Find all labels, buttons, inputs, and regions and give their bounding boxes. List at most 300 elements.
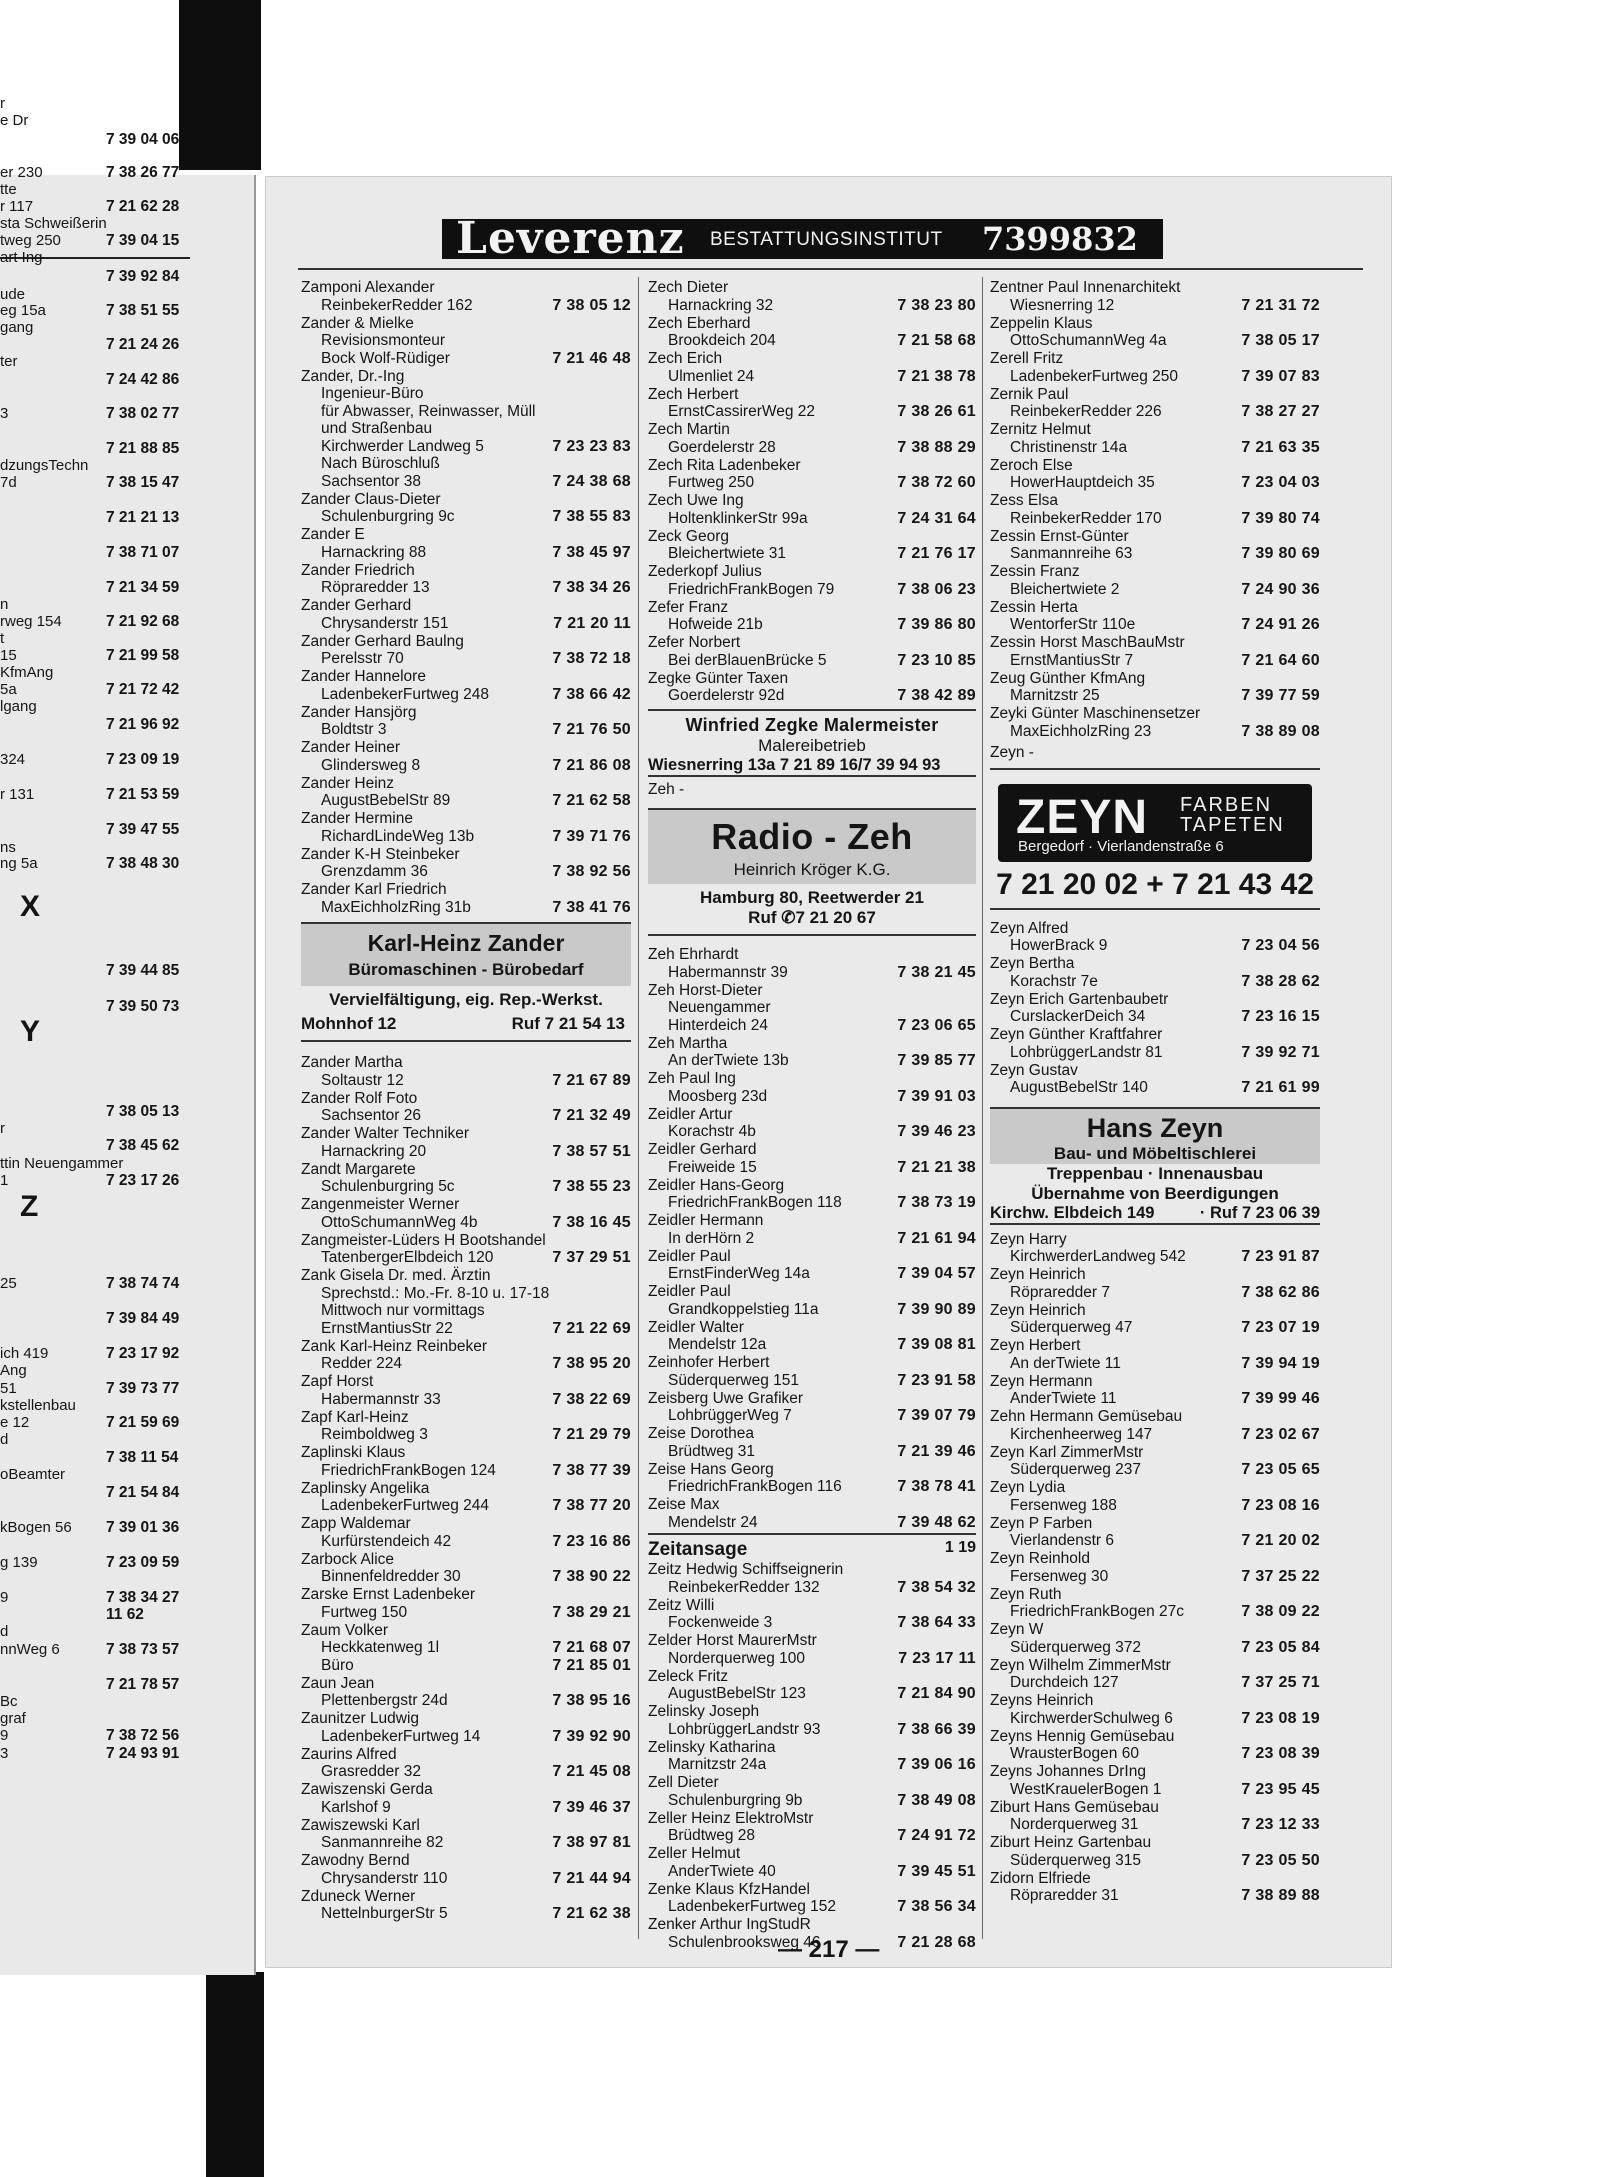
listing-address: AugustBebelStr 140 — [1010, 1079, 1148, 1096]
listing-address: FriedrichFrankBogen 79 — [668, 580, 835, 598]
listing-name: Zelinsky Joseph — [648, 1703, 760, 1720]
column-divider — [982, 277, 983, 1939]
listing-address: ErnstCassirerWeg 22 — [668, 403, 816, 420]
listing-line — [301, 1657, 631, 1675]
listing-name: Zessin Franz — [990, 563, 1080, 580]
listing-entry — [301, 846, 631, 881]
listing-entry — [990, 1728, 1320, 1763]
listing-line — [648, 1756, 976, 1774]
listing-name: Zander Hannelore — [301, 668, 426, 685]
listing-phone: 7 21 61 99 — [1241, 1079, 1320, 1096]
listing-entry — [301, 562, 631, 597]
listing-name: Zapf Horst — [301, 1373, 374, 1390]
fragment-phone: 7 38 15 47 — [106, 474, 180, 491]
column-2 — [648, 279, 976, 1952]
listing-entry — [648, 1632, 976, 1667]
ad-title: Karl-Heinz Zander — [301, 924, 631, 960]
listing-line — [301, 1462, 631, 1480]
listing-phone: 7 38 42 89 — [897, 687, 976, 704]
listing-name: Zaurins Alfred — [301, 1745, 397, 1763]
listing-line — [301, 1763, 631, 1781]
listing-entry — [301, 668, 631, 703]
listing-address: AugustBebelStr 89 — [321, 792, 451, 809]
listing-line — [990, 1008, 1320, 1026]
section-rule — [648, 1533, 976, 1535]
fragment-phone: 7 23 17 26 — [106, 1172, 180, 1189]
listing-name: Zander Gerhard — [301, 597, 412, 614]
listing-phone: 7 39 92 90 — [552, 1727, 631, 1745]
listing-entry — [301, 775, 631, 810]
listing-phone: 7 38 66 39 — [897, 1720, 976, 1738]
listing-phone: 7 21 68 07 — [552, 1639, 631, 1656]
listing-address: Sprechstd.: Mo.-Fr. 8-10 u. 17-18 — [321, 1284, 550, 1302]
listing-name: Zeyn Wilhelm ZimmerMstr — [990, 1656, 1171, 1674]
fragment-text: ich 419 — [0, 1345, 49, 1362]
listing-line — [648, 1721, 976, 1739]
ad-address: Wiesnerring 13a 7 21 89 16/7 39 94 93 — [648, 756, 976, 777]
listing-group — [648, 279, 976, 705]
listing-line — [990, 687, 1320, 705]
listing-phone: 7 21 62 58 — [552, 792, 631, 809]
listing-address: Grandkoppelstieg 11a — [668, 1300, 819, 1318]
listing-name: Zeidler Paul — [648, 1247, 731, 1265]
listing-line — [301, 1568, 631, 1586]
listing-address: Ingenieur-Büro — [321, 385, 424, 402]
listing-entry — [990, 1408, 1320, 1443]
listing-entry — [301, 1373, 631, 1408]
listing-entry — [990, 421, 1320, 456]
listing-address: Redder 224 — [321, 1355, 403, 1372]
listing-name: Zessin Ernst-Günter — [990, 527, 1129, 545]
listing-address: Fersenweg 188 — [1010, 1496, 1117, 1514]
listing-phone: 7 23 12 33 — [1241, 1816, 1320, 1833]
listing-line — [990, 403, 1320, 421]
listing-entry — [648, 1496, 976, 1531]
listing-name: Ziburt Hans Gemüsebau — [990, 1798, 1159, 1816]
listing-address: RichardLindeWeg 13b — [321, 827, 475, 845]
listing-entry — [990, 1657, 1320, 1692]
listing-phone: 7 21 62 38 — [552, 1905, 631, 1922]
listing-entry — [990, 1621, 1320, 1656]
listing-address: ErnstMantiusStr 22 — [321, 1319, 453, 1337]
fragment-phone: 7 21 59 69 — [106, 1414, 180, 1431]
listing-name: Zeyn Erich Gartenbaubetr — [990, 990, 1169, 1008]
listing-phone: 7 38 26 61 — [897, 403, 976, 420]
listing-address: ReinbekerRedder 170 — [1010, 509, 1162, 527]
listing-address: Harnackring 32 — [668, 296, 774, 314]
listing-entry — [648, 1177, 976, 1212]
listing-line — [301, 615, 631, 633]
listing-line — [990, 581, 1320, 599]
listing-group — [990, 279, 1320, 740]
listing-entry — [301, 1444, 631, 1479]
listing-name: Zeyn W — [990, 1621, 1044, 1638]
listing-phone: 7 39 07 79 — [897, 1407, 976, 1424]
listing-line — [990, 1674, 1320, 1692]
leverenz-banner — [442, 213, 1163, 264]
listing-name: Zawiszenski Gerda — [301, 1781, 433, 1798]
listing-phone: 7 38 29 21 — [552, 1603, 631, 1621]
listing-name: Zeller Helmut — [648, 1845, 741, 1862]
listing-name: Zeise Dorothea — [648, 1425, 754, 1442]
ad-line: Übernahme von Beerdigungen — [1031, 1183, 1279, 1203]
listing-name: Zess Elsa — [990, 492, 1059, 509]
fragment-text: dzungsTechn — [0, 457, 89, 474]
listing-name: Zangmeister-Lüders H Bootshandel — [301, 1231, 546, 1249]
listing-entry — [990, 315, 1320, 350]
listing-phone: 7 38 72 60 — [897, 474, 976, 491]
listing-phone: 7 38 77 39 — [552, 1461, 631, 1479]
listing-phone: 7 38 73 19 — [897, 1194, 976, 1211]
fragment-text: eg 15a — [0, 302, 46, 319]
listing-line — [990, 1355, 1320, 1373]
listing-line — [990, 297, 1320, 315]
fragment-phone: 7 39 04 15 — [106, 232, 180, 249]
zeyn-logo-ad — [998, 784, 1312, 862]
listing-line — [990, 616, 1320, 634]
fragment-phone: 7 39 50 73 — [106, 998, 180, 1015]
listing-entry — [648, 1810, 976, 1845]
listing-name: Zech Herbert — [648, 385, 739, 403]
listing-line — [990, 723, 1320, 741]
listing-line — [301, 438, 631, 456]
listing-line — [648, 964, 976, 982]
listing-name: Zander E — [301, 526, 365, 543]
listing-phone: 7 38 34 26 — [552, 579, 631, 596]
listing-entry — [648, 599, 976, 634]
listing-name: Zeyn Bertha — [990, 955, 1075, 972]
listing-phone: 7 38 16 45 — [552, 1213, 631, 1231]
listing-line — [648, 1863, 976, 1881]
listing-line — [990, 1319, 1320, 1337]
listing-entry — [990, 991, 1320, 1026]
listing-name: Zeug Günther KfmAng — [990, 669, 1146, 687]
ad-line: Vervielfältigung, eig. Rep.-Werkst. — [329, 990, 603, 1009]
listing-phone: 7 21 64 60 — [1241, 651, 1320, 669]
listing-phone: 7 39 90 89 — [897, 1300, 976, 1318]
listing-entry — [648, 982, 976, 1035]
fragment-phone: 7 39 01 36 — [106, 1519, 180, 1536]
listing-address: LadenbekerFurtweg 14 — [321, 1727, 481, 1745]
listing-phone: 7 21 67 89 — [552, 1071, 631, 1089]
listing-name: Zarbock Alice — [301, 1550, 395, 1568]
fragment-text: d — [0, 1623, 9, 1640]
listing-name: Zapp Waldemar — [301, 1515, 411, 1532]
fragment-text: lgang — [0, 698, 37, 715]
listing-entry — [990, 1231, 1320, 1266]
listing-entry — [648, 492, 976, 527]
listing-phone: 7 21 21 38 — [897, 1158, 976, 1176]
fragment-text: Bc — [0, 1693, 18, 1710]
listing-entry — [301, 526, 631, 561]
listing-address: HowerHauptdeich 35 — [1010, 474, 1155, 491]
listing-address: Neuengammer — [668, 999, 771, 1016]
listing-address: WentorferStr 110e — [1010, 616, 1136, 633]
listing-phone: 7 23 91 58 — [897, 1371, 976, 1389]
listing-phone: 7 38 45 97 — [552, 543, 631, 561]
listing-phone: 7 23 04 56 — [1241, 937, 1320, 954]
listing-line — [648, 1372, 976, 1390]
fragment-text: 5a — [0, 681, 17, 698]
listing-address: Schulenburgring 5c — [321, 1178, 455, 1195]
fragment-text: n — [0, 596, 9, 613]
listing-entry — [301, 1054, 631, 1089]
listing-line — [648, 1827, 976, 1845]
listing-phone: 7 23 07 19 — [1241, 1319, 1320, 1336]
listing-address: Goerdelerstr 92d — [668, 687, 785, 704]
listing-address: Brüdtweg 28 — [668, 1827, 756, 1844]
listing-line — [301, 1178, 631, 1196]
left-page — [0, 95, 256, 1975]
listing-address: ReinbekerRedder 226 — [1010, 403, 1162, 420]
listing-name: Zduneck Werner — [301, 1887, 416, 1905]
listing-address: Mendelstr 12a — [668, 1336, 767, 1353]
listing-entry — [990, 563, 1320, 598]
listing-phone: 7 38 05 12 — [552, 296, 631, 314]
listing-name: Zeppelin Klaus — [990, 314, 1093, 332]
listing-name: Zeyn Alfred — [990, 919, 1069, 937]
listing-phone: 7 39 80 74 — [1241, 509, 1320, 527]
listing-name: Zelinsky Katharina — [648, 1738, 776, 1756]
listing-line — [648, 1052, 976, 1070]
listing-name: Zeitz Willi — [648, 1596, 715, 1614]
listing-entry — [648, 1597, 976, 1632]
listing-address: Perelsstr 70 — [321, 650, 404, 667]
fragment-phone: 7 21 24 26 — [106, 336, 180, 353]
fragment-text: g 139 — [0, 1554, 38, 1571]
listing-phone: 7 38 49 08 — [897, 1791, 976, 1809]
listing-name: Zeh Ehrhardt — [648, 946, 739, 963]
listing-line — [990, 510, 1320, 528]
listing-name: Zandt Margarete — [301, 1160, 416, 1178]
listing-entry — [990, 634, 1320, 669]
listing-entry — [648, 315, 976, 350]
listing-phone: 7 24 31 64 — [897, 509, 976, 527]
listing-address: MaxEichholzRing 31b — [321, 898, 471, 916]
listing-line — [301, 899, 631, 917]
listing-name: Zeyn Lydia — [990, 1479, 1066, 1496]
hans-zeyn-ad — [990, 1107, 1320, 1225]
listing-line — [648, 1265, 976, 1283]
listing-phone: 7 39 71 76 — [552, 827, 631, 845]
ad-line: Bau- und Möbeltischlerei — [990, 1144, 1320, 1164]
listing-phone: 7 39 86 80 — [897, 616, 976, 633]
listing-address: Hinterdeich 24 — [668, 1016, 768, 1034]
listing-entry — [301, 1125, 631, 1160]
listing-address: HoltenklinkerStr 99a — [668, 509, 808, 527]
listing-name: Zeyn Reinhold — [990, 1550, 1090, 1567]
listing-address: OttoSchumannWeg 4a — [1010, 332, 1167, 349]
fragment-phone: 7 21 21 13 — [106, 509, 180, 526]
listing-phone: 7 38 90 22 — [552, 1568, 631, 1585]
listing-address: In derHörn 2 — [668, 1229, 755, 1247]
listing-phone: 7 38 92 56 — [552, 863, 631, 880]
listing-line — [648, 1407, 976, 1425]
listing-phone: 7 38 55 83 — [552, 508, 631, 525]
fragment-phone: 7 21 54 84 — [106, 1484, 180, 1501]
listing-name: Zenke Klaus KfzHandel — [648, 1880, 810, 1898]
listing-line — [990, 1044, 1320, 1062]
listing-phone: 7 39 45 51 — [897, 1862, 976, 1880]
listing-entry — [301, 1515, 631, 1550]
listing-entry — [990, 955, 1320, 990]
ad-line: Hamburg 80, Reetwerder 21 — [700, 888, 924, 907]
fragment-text: 1 — [0, 1172, 9, 1189]
listing-address: Fockenweide 3 — [668, 1614, 773, 1631]
listing-line — [301, 455, 631, 473]
listing-address: Bei derBlauenBrücke 5 — [668, 651, 827, 669]
section-letter: Z — [20, 1190, 39, 1223]
listing-name: Zehn Hermann Gemüsebau — [990, 1408, 1183, 1425]
listing-line — [648, 1579, 976, 1597]
listing-name: Ziburt Heinz Gartenbau — [990, 1834, 1152, 1851]
listing-name: Zeyn Gustav — [990, 1061, 1078, 1079]
fragment-text: 3 — [0, 405, 9, 422]
listing-entry — [301, 1622, 631, 1675]
fragment-text: gang — [0, 319, 34, 336]
listing-phone: 7 38 72 18 — [552, 650, 631, 667]
listing-entry — [648, 1425, 976, 1460]
listing-name: Zeitz Hedwig Schiffseignerin — [648, 1561, 844, 1578]
listing-entry — [990, 705, 1320, 740]
listing-entry — [648, 1668, 976, 1703]
fragment-text: r — [0, 95, 5, 112]
listing-phone: 7 38 66 42 — [552, 685, 631, 703]
listing-address: Heckkatenweg 1l — [321, 1639, 440, 1656]
listing-line — [301, 1870, 631, 1888]
listing-line — [301, 1426, 631, 1444]
listing-line — [301, 1639, 631, 1657]
listing-line — [648, 510, 976, 528]
listing-name: Zefer Franz — [648, 598, 729, 616]
listing-address: Korachstr 7e — [1010, 972, 1098, 990]
listing-line — [648, 1685, 976, 1703]
listing-name: Zeyn Heinrich — [990, 1266, 1086, 1283]
listing-entry — [301, 1675, 631, 1710]
listing-address: LadenbekerFurtweg 244 — [321, 1497, 490, 1514]
fragment-text: kBogen 56 — [0, 1519, 72, 1536]
listing-name: Zeyn Ruth — [990, 1585, 1062, 1603]
listing-line — [301, 1214, 631, 1232]
listing-entry — [648, 279, 976, 314]
listing-line — [301, 757, 631, 775]
listing-address: Marnitzstr 24a — [668, 1756, 767, 1773]
listing-name: Zeleck Fritz — [648, 1667, 729, 1685]
listing-address: Brüdtweg 31 — [668, 1442, 756, 1460]
listing-phone: 7 21 39 46 — [897, 1442, 976, 1460]
listing-name: Zederkopf Julius — [648, 563, 762, 580]
radio-zeh-ad — [648, 808, 976, 936]
ad-address: Kirchw. Elbdeich 149 — [990, 1203, 1155, 1222]
listing-line — [990, 1461, 1320, 1479]
listing-entry — [301, 1409, 631, 1444]
listing-entry — [990, 350, 1320, 385]
listing-line — [990, 1816, 1320, 1834]
listing-name: Zeyn Karl ZimmerMstr — [990, 1443, 1144, 1461]
listing-name: Zeyn Hermann — [990, 1372, 1093, 1390]
fragment-text: t — [0, 630, 5, 647]
listing-name: Zeidler Hermann — [648, 1212, 764, 1229]
listing-line — [301, 403, 631, 421]
listing-phone: 7 21 44 94 — [552, 1869, 631, 1887]
listing-address: Röpraredder 31 — [1010, 1887, 1119, 1904]
fragment-text: r 117 — [0, 198, 34, 215]
listing-entry — [990, 457, 1320, 492]
listing-entry — [301, 633, 631, 668]
listing-entry — [301, 597, 631, 632]
listing-entry — [990, 1834, 1320, 1869]
listing-address: HowerBrack 9 — [1010, 937, 1108, 954]
listing-address: LadenbekerFurtweg 248 — [321, 685, 490, 703]
listing-entry — [301, 881, 631, 916]
listing-line — [990, 332, 1320, 350]
fragment-phone: 7 38 26 77 — [106, 164, 180, 181]
fragment-phone: 7 38 71 07 — [106, 544, 180, 561]
listing-phone: 7 23 05 65 — [1241, 1461, 1320, 1478]
banner-name: Leverenz — [456, 213, 685, 264]
listing-address: CurslackerDeich 34 — [1010, 1008, 1146, 1025]
listing-line — [301, 1355, 631, 1373]
listing-phone: 7 38 23 80 — [897, 296, 976, 314]
listing-line — [648, 1123, 976, 1141]
fragment-phone: 7 21 34 59 — [106, 579, 180, 596]
listing-entry — [301, 1480, 631, 1515]
listing-address: Kirchenheerweg 147 — [1010, 1425, 1153, 1443]
listing-entry — [648, 457, 976, 492]
listing-name: Zeroch Else — [990, 456, 1073, 474]
listing-phone: 7 23 08 39 — [1241, 1745, 1320, 1762]
listing-address: Sachsentor 38 — [321, 472, 421, 490]
listing-name: Zander Heinz — [301, 774, 395, 792]
listing-line — [301, 1604, 631, 1622]
listing-address: für Abwasser, Reinwasser, Müll — [321, 402, 536, 420]
listing-line — [648, 1159, 976, 1177]
listing-line — [990, 1781, 1320, 1799]
listing-entry — [301, 1232, 631, 1267]
listing-entry — [648, 1212, 976, 1247]
listing-entry — [648, 1283, 976, 1318]
listing-address: Süderquerweg 151 — [668, 1371, 799, 1389]
listing-line — [301, 1249, 631, 1267]
listing-entry — [648, 1070, 976, 1105]
listing-line — [990, 1710, 1320, 1728]
listing-address: TatenbergerElbdeich 120 — [321, 1249, 494, 1266]
listing-address: FriedrichFrankBogen 27c — [1010, 1603, 1185, 1620]
fragment-phone: 7 24 93 91 — [106, 1745, 180, 1762]
listing-phone: 7 38 06 23 — [897, 580, 976, 598]
listing-phone: 7 38 78 41 — [897, 1478, 976, 1495]
listing-name: Zander Rolf Foto — [301, 1089, 418, 1107]
fragment-phone: 7 39 47 55 — [106, 821, 180, 838]
fragment-text: nnWeg 6 — [0, 1641, 60, 1658]
section-letter: X — [20, 890, 41, 923]
listing-address: FriedrichFrankBogen 124 — [321, 1461, 496, 1479]
listing-address: AugustBebelStr 123 — [668, 1685, 806, 1702]
listing-line — [648, 368, 976, 386]
listing-address: Ulmenliet 24 — [668, 367, 755, 385]
listing-line — [990, 1284, 1320, 1302]
listing-address: An derTwiete 11 — [1010, 1354, 1121, 1372]
page-number: — 217 — — [778, 1936, 880, 1963]
fragment-phone: 7 23 17 92 — [106, 1345, 180, 1362]
listing-address: Mendelstr 24 — [668, 1513, 758, 1531]
listing-name: Zeyn Harry — [990, 1230, 1067, 1248]
listing-line — [301, 792, 631, 810]
listing-phone: 7 24 91 72 — [897, 1827, 976, 1844]
listing-address: Christinenstr 14a — [1010, 438, 1128, 456]
listing-phone: 7 38 89 08 — [1241, 722, 1320, 740]
listing-phone: 7 21 22 69 — [552, 1319, 631, 1337]
